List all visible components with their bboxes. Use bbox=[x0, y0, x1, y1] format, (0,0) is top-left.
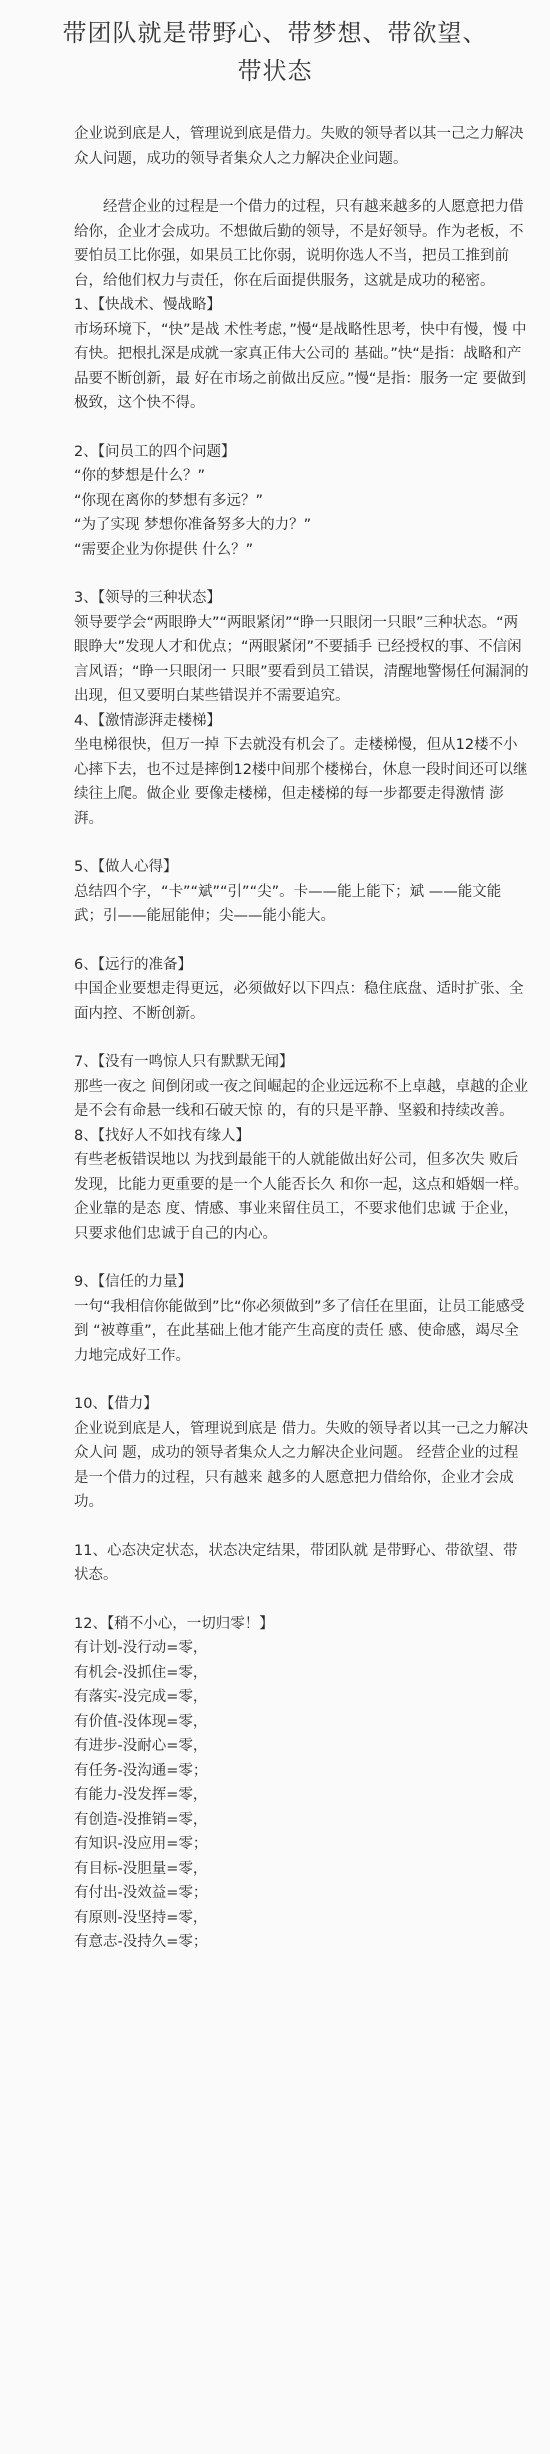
list-item: 有意志-没持久=零； bbox=[74, 1934, 208, 1950]
section-9-heading: 9、【信任的力量】 bbox=[74, 1274, 192, 1290]
article-title bbox=[40, 14, 510, 90]
section-12-list bbox=[74, 1636, 530, 1955]
list-item: “为了实现 梦想你准备努多大的力？” bbox=[74, 517, 312, 533]
list-item: 有原则-没坚持=零， bbox=[74, 1909, 208, 1926]
section-12-heading: 12、【稍不小心，一切归零！】 bbox=[74, 1615, 274, 1632]
list-item: 有进步-没耐心=零， bbox=[74, 1738, 208, 1754]
section-8-heading: 8、【找好人不如找有缘人】 bbox=[74, 1127, 250, 1144]
section-1-heading: 1、【快战术、慢战略】 bbox=[74, 297, 221, 313]
list-item: 有付出-没效益=零； bbox=[74, 1885, 208, 1901]
list-item: “需要企业为你提供 什么？” bbox=[74, 541, 254, 558]
list-item: 有知识-没应用=零； bbox=[74, 1836, 208, 1852]
title-line-1: 带团队就是带野心、带梦想、带欲望、 bbox=[62, 19, 488, 47]
section-4-body: 坐电梯很快，但万一掉 下去就没有机会了。走楼梯慢，但从12楼不小 心摔下去，也不过是摔倒12楼中间那个楼梯台，休息一段时间还可以继续往上爬。做企业 要像走楼梯，但走楼梯的每一步都要走得激情 澎湃。 bbox=[74, 737, 528, 827]
paragraph-2: 经营企业的过程是一个借力的过程，只有越来越多的人愿意把力借给你，企业才会成功。不想做后勤的领导，不是好领导。作为老板，不要怕员工比你强，如果员工比你弱，说明你选人不当，把员工推到前台，给他们权力与责任，你在后面提供服务，这就是成功的秘密。 bbox=[74, 199, 524, 289]
section-11-body: 11、心态决定状态，状态决定结果，带团队就 是带野心、带欲望、带状态。 bbox=[74, 1542, 518, 1583]
section-4-heading: 4、【激情澎湃走楼梯】 bbox=[74, 712, 221, 729]
title-line-2: 带状态 bbox=[237, 57, 313, 85]
section-3-heading: 3、【领导的三种状态】 bbox=[74, 590, 221, 606]
list-item: “你现在离你的梦想有多远？” bbox=[74, 492, 264, 509]
list-item: “你的梦想是什么？” bbox=[74, 468, 206, 484]
section-8-body: 有些老板错误地以 为找到最能干的人就能做出好公司，但多次失 败后发现，比能力更重要的是一个人能否长久 和你一起，这点和婚姻一样。企业靠的是态 度、情感、事业来留住员工，不要求他们忠诚 于企业，只要求他们忠诚于自己的内心。 bbox=[74, 1152, 529, 1242]
article-body bbox=[74, 122, 530, 1955]
section-2-heading: 2、【问员工的四个问题】 bbox=[74, 443, 236, 460]
list-item: 有价值-没体现=零， bbox=[74, 1713, 208, 1730]
list-item: 有创造-没推销=零， bbox=[74, 1811, 208, 1828]
list-item: 有计划-没行动=零， bbox=[74, 1640, 208, 1656]
list-item: 有落实-没完成=零， bbox=[74, 1689, 208, 1705]
intro-paragraph: 企业说到底是人，管理说到底是借力。失败的领导者以其一己之力解决众人问题，成功的领导者集众人之力解决企业问题。 bbox=[74, 126, 524, 167]
section-2-list bbox=[74, 464, 530, 562]
section-9-body: 一句“我相信你能做到”比“你必须做到”多了信任在里面，让员工能感受到 “被尊重”，在此基础上他才能产生高度的责任 感、使命感，竭尽全力地完成好工作。 bbox=[74, 1298, 525, 1364]
list-item: 有机会-没抓住=零， bbox=[74, 1664, 208, 1681]
section-7-heading: 7、【没有一鸣惊人只有默默无闻】 bbox=[74, 1054, 294, 1070]
section-7-body: 那些一夜之 间倒闭或一夜之间崛起的企业远远称不上卓越，卓越的企业是不会有命悬一线和石破天惊 的，有的只是平静、坚毅和持续改善。 bbox=[74, 1078, 529, 1119]
section-5-body: 总结四个字，“卡”“斌”“引”“尖”。卡——能上能下；斌 ——能文能武；引——能屈能伸；尖——能小能大。 bbox=[74, 883, 502, 924]
list-item: 有目标-没胆量=零， bbox=[74, 1860, 208, 1877]
section-1-body: 市场环境下，“快”是战 术性考虑，”慢“是战略性思考，快中有慢，慢 中有快。把根扎深是成就一家真正伟大公司的 基础。”快“是指：战略和产品要不断创新，最 好在市场之前做出反应。”慢“是指：服务一定 要做到极致，这个快不得。 bbox=[74, 321, 527, 411]
section-6-heading: 6、【远行的准备】 bbox=[74, 956, 192, 973]
section-10-body: 企业说到底是人，管理说到底是 借力。失败的领导者以其一己之力解决众人问 题，成功的领导者集众人之力解决企业问题。 经营企业的过程是一个借力的过程，只有越来 越多的人愿意把力借给你，企业才会成功。 bbox=[74, 1420, 529, 1510]
list-item: 有任务-没沟通=零； bbox=[74, 1762, 208, 1779]
section-6-body: 中国企业要想走得更远，必须做好以下四点：稳住底盘、适时扩张、全面内控、不断创新。 bbox=[74, 981, 524, 1022]
section-10-heading: 10、【借力】 bbox=[74, 1396, 158, 1412]
list-item: 有能力-没发挥=零， bbox=[74, 1787, 208, 1803]
section-3-body: 领导要学会“两眼睁大”“两眼紧闭”“睁一只眼闭一只眼”三种状态。“两 眼睁大”发现人才和优点；“两眼紧闭”不要插手 已经授权的事、不信闲言风语；“睁一只眼闭一 只眼”要看到员工错误，清醒地警惕任何漏洞的 出现，但又要明白某些错误并不需要追究。 bbox=[74, 614, 529, 704]
section-5-heading: 5、【做人心得】 bbox=[74, 859, 178, 875]
